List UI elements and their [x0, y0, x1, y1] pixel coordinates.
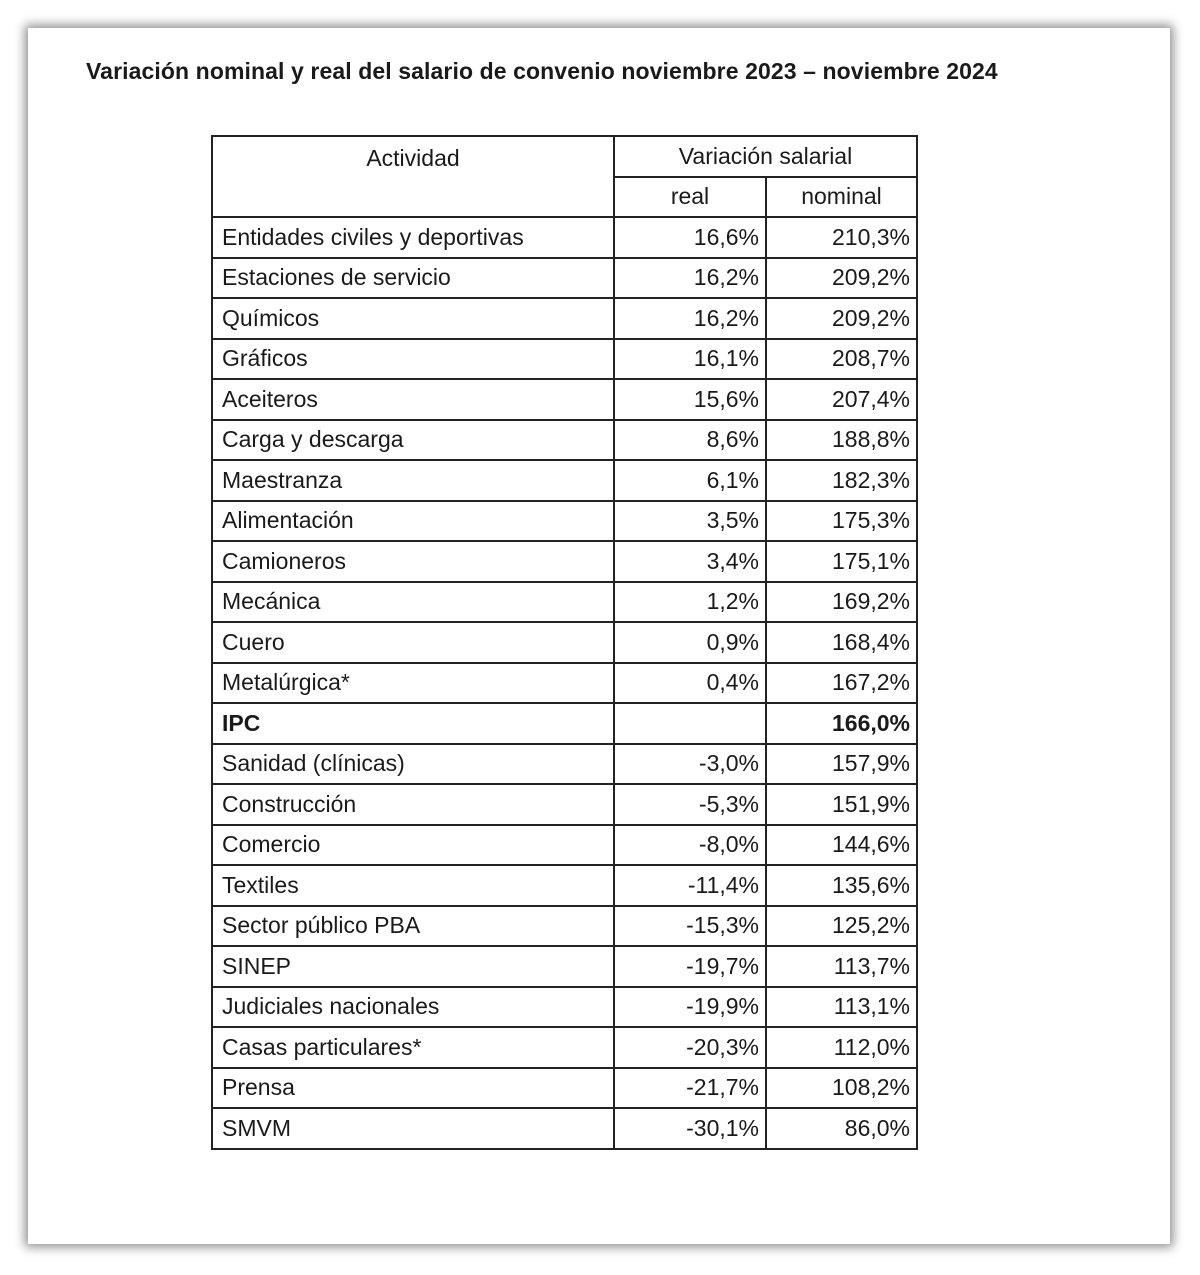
cell-activity: SINEP: [212, 946, 614, 987]
cell-real: -8,0%: [614, 825, 766, 866]
header-real: real: [614, 177, 766, 218]
table-row: [212, 784, 917, 825]
table-row: [212, 420, 917, 461]
cell-nominal: 169,2%: [766, 582, 917, 623]
cell-real: -19,7%: [614, 946, 766, 987]
cell-activity: Sector público PBA: [212, 906, 614, 947]
cell-nominal: 210,3%: [766, 217, 917, 258]
cell-activity: Construcción: [212, 784, 614, 825]
cell-activity: Estaciones de servicio: [212, 258, 614, 299]
cell-real: 16,1%: [614, 339, 766, 380]
cell-nominal: 209,2%: [766, 258, 917, 299]
cell-nominal: 113,7%: [766, 946, 917, 987]
cell-nominal: 135,6%: [766, 865, 917, 906]
table-row: [212, 987, 917, 1028]
cell-nominal: 108,2%: [766, 1068, 917, 1109]
cell-activity: Mecánica: [212, 582, 614, 623]
cell-activity: Textiles: [212, 865, 614, 906]
cell-nominal: 112,0%: [766, 1027, 917, 1068]
wage-variation-table: [211, 135, 918, 1150]
table-row: [212, 501, 917, 542]
cell-nominal: 166,0%: [766, 703, 917, 744]
cell-activity: Gráficos: [212, 339, 614, 380]
cell-activity: Químicos: [212, 298, 614, 339]
cell-activity: Camioneros: [212, 541, 614, 582]
cell-real: 0,9%: [614, 622, 766, 663]
table-row: [212, 1108, 917, 1149]
cell-real: 16,6%: [614, 217, 766, 258]
table-row: [212, 744, 917, 785]
cell-real: 1,2%: [614, 582, 766, 623]
cell-nominal: 175,3%: [766, 501, 917, 542]
cell-real: 6,1%: [614, 460, 766, 501]
table-row: [212, 1068, 917, 1109]
table-body: [212, 136, 917, 1149]
cell-real: [614, 703, 766, 744]
document-page: [28, 28, 1170, 1244]
table-row: [212, 946, 917, 987]
cell-nominal: 208,7%: [766, 339, 917, 380]
table-row: [212, 1027, 917, 1068]
table-header-row: [212, 136, 917, 177]
table-row: [212, 582, 917, 623]
cell-real: -3,0%: [614, 744, 766, 785]
cell-activity: Alimentación: [212, 501, 614, 542]
cell-activity: Metalúrgica*: [212, 663, 614, 704]
cell-nominal: 207,4%: [766, 379, 917, 420]
cell-nominal: 168,4%: [766, 622, 917, 663]
table-row: [212, 339, 917, 380]
table-row: [212, 703, 917, 744]
cell-activity: Maestranza: [212, 460, 614, 501]
cell-activity: Casas particulares*: [212, 1027, 614, 1068]
cell-nominal: 182,3%: [766, 460, 917, 501]
cell-activity: Comercio: [212, 825, 614, 866]
cell-real: -15,3%: [614, 906, 766, 947]
cell-activity: Cuero: [212, 622, 614, 663]
cell-nominal: 86,0%: [766, 1108, 917, 1149]
table-row: [212, 825, 917, 866]
cell-real: 3,5%: [614, 501, 766, 542]
table-row: [212, 460, 917, 501]
cell-real: -19,9%: [614, 987, 766, 1028]
header-activity: Actividad: [212, 136, 614, 217]
table-row: [212, 298, 917, 339]
header-nominal: nominal: [766, 177, 917, 218]
table-row: [212, 217, 917, 258]
header-salary-variation: Variación salarial: [614, 136, 917, 177]
cell-real: 0,4%: [614, 663, 766, 704]
cell-nominal: 175,1%: [766, 541, 917, 582]
table-row: [212, 865, 917, 906]
cell-nominal: 113,1%: [766, 987, 917, 1028]
cell-activity: Carga y descarga: [212, 420, 614, 461]
cell-real: 3,4%: [614, 541, 766, 582]
cell-nominal: 144,6%: [766, 825, 917, 866]
cell-nominal: 188,8%: [766, 420, 917, 461]
cell-activity: SMVM: [212, 1108, 614, 1149]
cell-real: -30,1%: [614, 1108, 766, 1149]
table-row: [212, 541, 917, 582]
cell-activity: Sanidad (clínicas): [212, 744, 614, 785]
cell-nominal: 157,9%: [766, 744, 917, 785]
cell-activity: Prensa: [212, 1068, 614, 1109]
cell-real: 16,2%: [614, 298, 766, 339]
cell-real: -21,7%: [614, 1068, 766, 1109]
cell-activity: Aceiteros: [212, 379, 614, 420]
cell-nominal: 151,9%: [766, 784, 917, 825]
table-row: [212, 379, 917, 420]
cell-real: 15,6%: [614, 379, 766, 420]
cell-real: 16,2%: [614, 258, 766, 299]
cell-nominal: 167,2%: [766, 663, 917, 704]
cell-activity: Judiciales nacionales: [212, 987, 614, 1028]
cell-nominal: 125,2%: [766, 906, 917, 947]
table-row: [212, 663, 917, 704]
cell-real: 8,6%: [614, 420, 766, 461]
table-row: [212, 258, 917, 299]
cell-activity: IPC: [212, 703, 614, 744]
cell-real: -5,3%: [614, 784, 766, 825]
cell-activity: Entidades civiles y deportivas: [212, 217, 614, 258]
cell-real: -11,4%: [614, 865, 766, 906]
table-row: [212, 622, 917, 663]
cell-nominal: 209,2%: [766, 298, 917, 339]
table-row: [212, 906, 917, 947]
cell-real: -20,3%: [614, 1027, 766, 1068]
document-title: Variación nominal y real del salario de convenio noviembre 2023 – noviembre 2024: [86, 58, 998, 84]
